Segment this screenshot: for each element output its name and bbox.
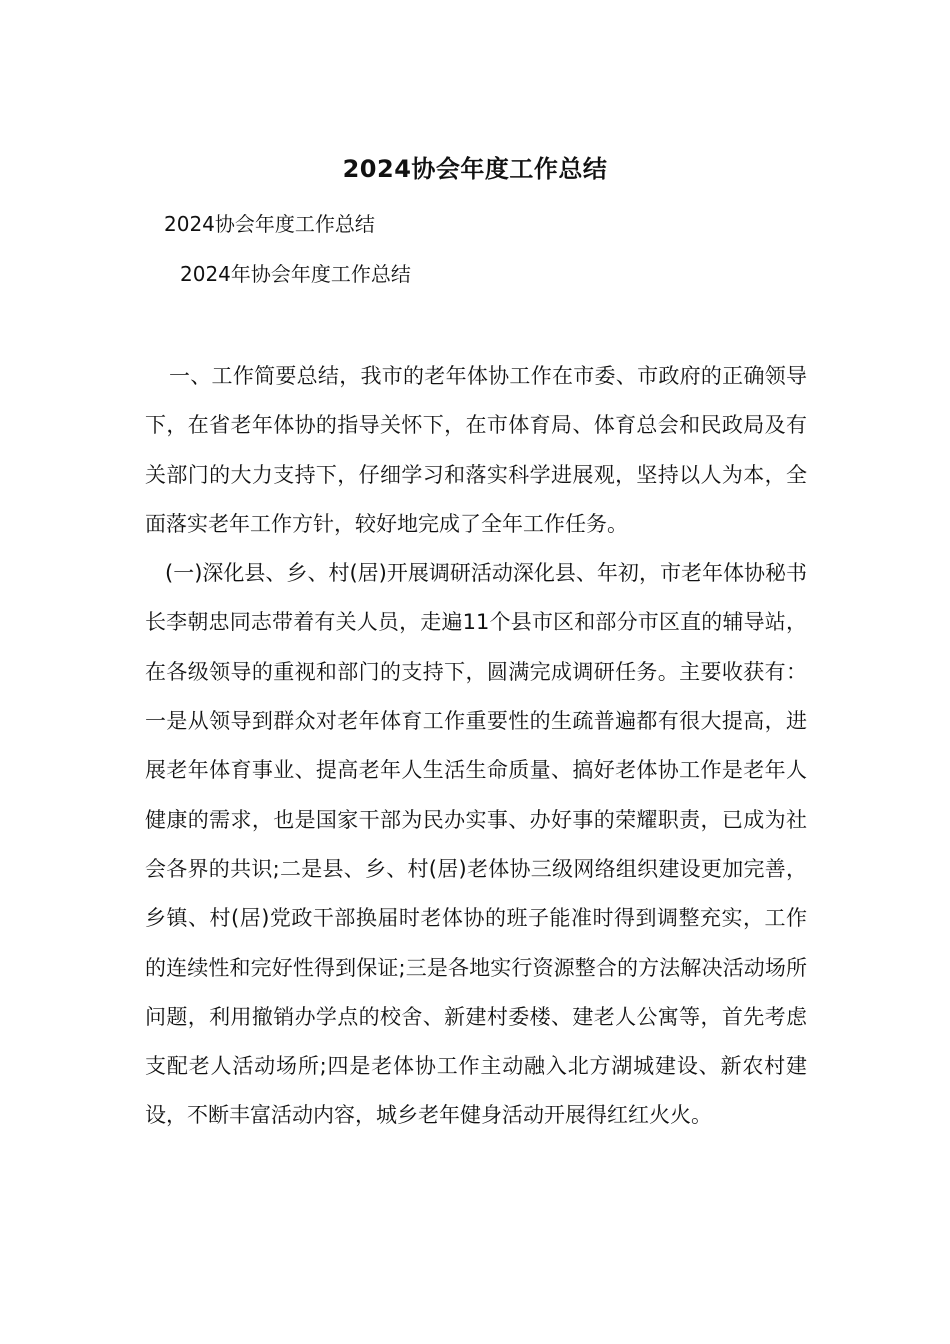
document-body — [145, 352, 807, 1141]
document-title: 2024协会年度工作总结 — [342, 155, 608, 183]
paragraph-research: (一)深化县、乡、村(居)开展调研活动深化县、年初，市老年体协秘书长李朝忠同志带着有关人员，走遍11个县市区和部分市区直的辅导站，在各级领导的重视和部门的支持下，圆满完成调研任务。主要收获有：一是从领导到群众对老年体育工作重要性的生疏普遍都有很大提高，进展老年体育事业、提高老年人生活生命质量、搞好老体协工作是老年人健康的需求，也是国家干部为民办实事、办好事的荣耀职责，已成为社会各界的共识;二是县、乡、村(居)老体协三级网络组织建设更加完善，乡镇、村(居)党政干部换届时老体协的班子能准时得到调整充实，工作的连续性和完好性得到保证;三是各地实行资源整合的方法解决活动场所问题，利用撤销办学点的校舍、新建村委楼、建老人公寓等，首先考虑支配老人活动场所;四是老体协工作主动融入北方湖城建设、新农村建设，不断丰富活动内容，城乡老年健身活动开展得红红火火。 — [145, 561, 807, 1128]
document-subtitle-year: 2024年协会年度工作总结 — [180, 262, 411, 286]
document-subtitle: 2024协会年度工作总结 — [164, 212, 375, 236]
paragraph-summary: 一、工作简要总结，我市的老年体协工作在市委、市政府的正确领导下，在省老年体协的指导关怀下，在市体育局、体育总会和民政局及有关部门的大力支持下，仔细学习和落实科学进展观，坚持以人为本，全面落实老年工作方针，较好地完成了全年工作任务。 — [145, 364, 807, 536]
